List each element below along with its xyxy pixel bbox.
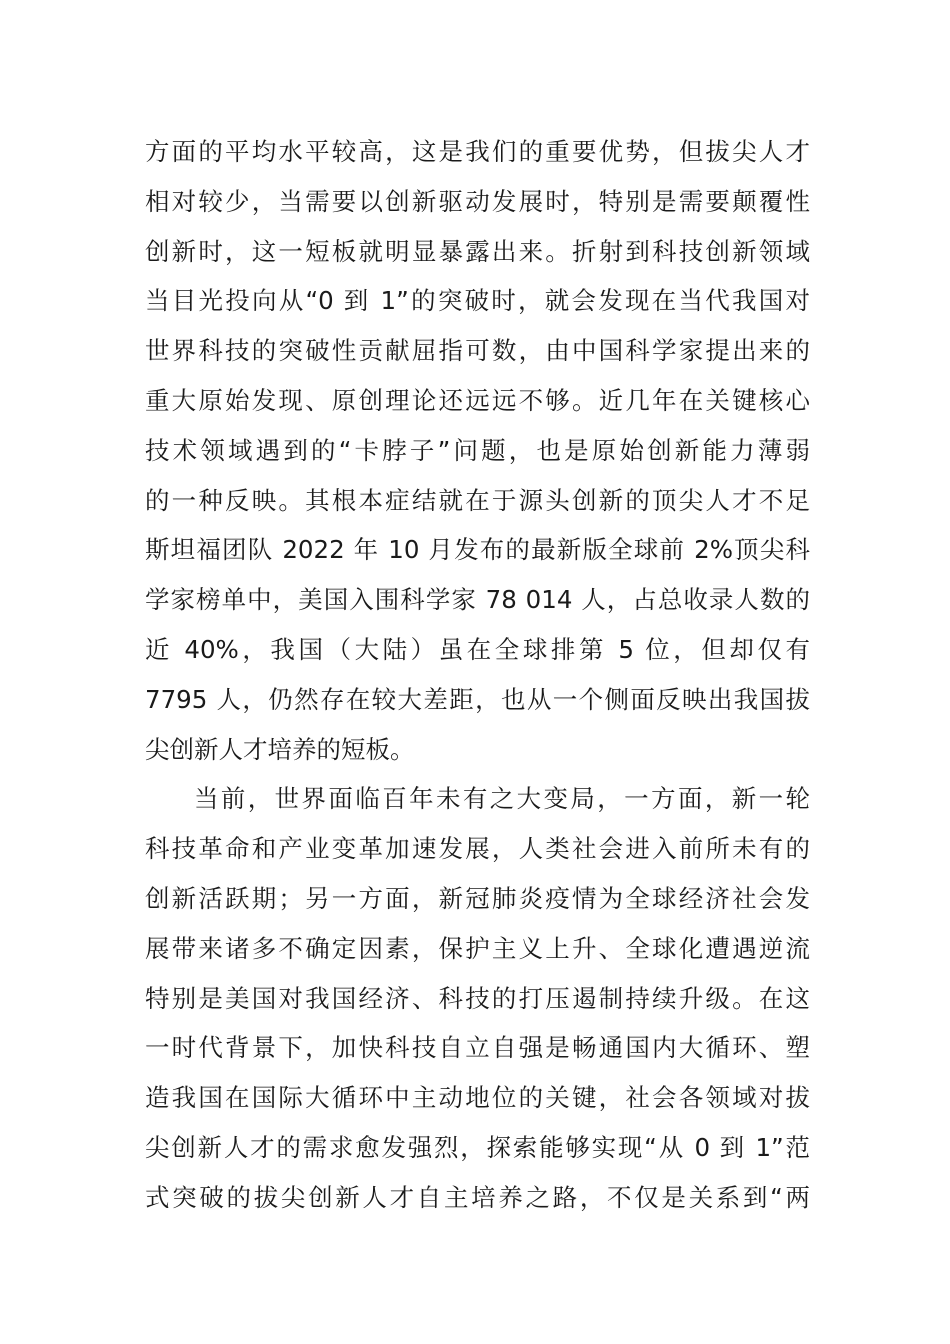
text-line: 一时代背景下，加快科技自立自强是畅通国内大循环、塑 — [145, 1033, 810, 1063]
text-line: 技术领域遇到的“卡脖子”问题，也是原始创新能力薄弱 — [145, 435, 810, 465]
text-line: 的一种反映。其根本症结就在于源头创新的顶尖人才不足 — [145, 485, 810, 515]
text-line: 相对较少，当需要以创新驱动发展时，特别是需要颠覆性 — [145, 186, 810, 216]
text-line: 近 40%，我国（大陆）虽在全球排第 5 位，但却仅有 — [145, 634, 810, 664]
text-line: 科技革命和产业变革加速发展，人类社会进入前所未有的 — [145, 834, 810, 864]
text-line: 尖创新人才的需求愈发强烈，探索能够实现“从 0 到 1”范 — [145, 1132, 810, 1162]
paragraph-2 — [145, 774, 810, 1222]
paragraph-1 — [145, 127, 810, 774]
text-line: 世界科技的突破性贡献屈指可数，由中国科学家提出来的 — [145, 336, 810, 366]
text-line: 式突破的拔尖创新人才自主培养之路，不仅是关系到“两 — [145, 1182, 810, 1212]
text-line: 造我国在国际大循环中主动地位的关键，社会各领域对拔 — [145, 1083, 810, 1113]
text-line: 重大原始发现、原创理论还远远不够。近几年在关键核心 — [145, 385, 810, 415]
text-line: 方面的平均水平较高，这是我们的重要优势，但拔尖人才 — [145, 137, 810, 166]
text-line: 展带来诸多不确定因素，保护主义上升、全球化遭遇逆流 — [145, 933, 810, 963]
text-line: 创新时，这一短板就明显暴露出来。折射到科技创新领域 — [145, 236, 810, 266]
text-line: 当前，世界面临百年未有之大变局，一方面，新一轮 — [194, 784, 810, 814]
body-text — [145, 127, 810, 1223]
text-line: 当目光投向从“0 到 1”的突破时，就会发现在当代我国对 — [145, 286, 810, 316]
text-line: 特别是美国对我国经济、科技的打压遏制持续升级。在这 — [145, 983, 810, 1013]
text-line: 斯坦福团队 2022 年 10 月发布的最新版全球前 2%顶尖科 — [145, 535, 810, 565]
text-line: 创新活跃期；另一方面，新冠肺炎疫情为全球经济社会发 — [145, 883, 810, 913]
text-line: 学家榜单中，美国入围科学家 78 014 人，占总收录人数的 — [145, 585, 810, 615]
text-line: 尖创新人才培养的短板。 — [145, 734, 415, 764]
text-line: 7795 人，仍然存在较大差距，也从一个侧面反映出我国拔 — [145, 684, 810, 714]
